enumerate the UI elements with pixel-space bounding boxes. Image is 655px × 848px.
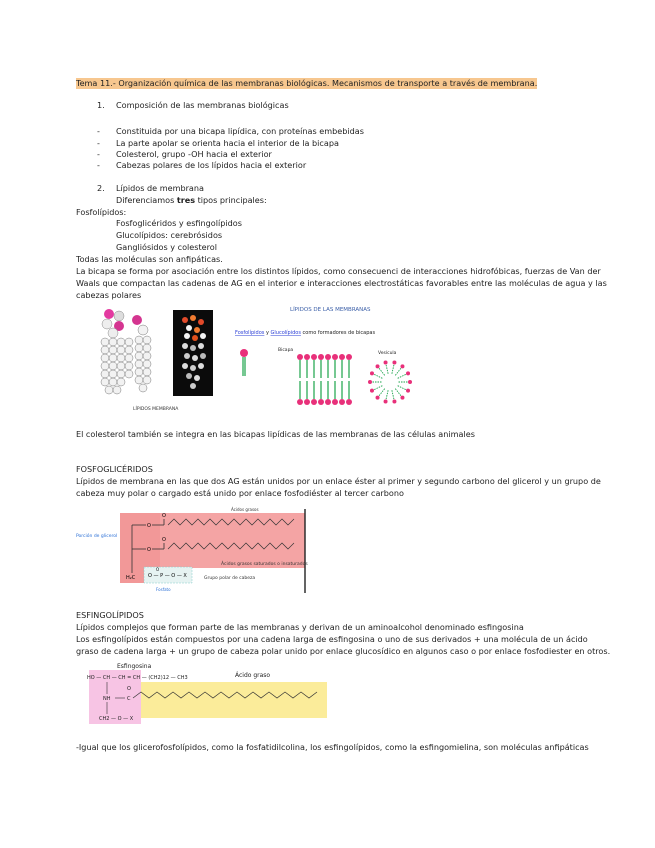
- lipid-type: Glucolípidos: cerebrósidos: [116, 230, 223, 240]
- lipid-head: [318, 354, 324, 360]
- lipid-head: [346, 354, 352, 360]
- section-number: 2.: [97, 183, 105, 193]
- lipid-head: [297, 354, 303, 360]
- esfingolipidos-paragraph: graso de cadena larga + un grupo de cabeza polar unido por enlace glucosídico en algunos caso o por enlace fosfodiester en otros.: [76, 646, 611, 656]
- fosfolipidos-label: Fosfolípidos:: [76, 207, 127, 217]
- vesicle-head: [370, 389, 374, 393]
- lipid-head: [311, 354, 317, 360]
- vesicle-head: [384, 399, 388, 403]
- section-heading-esfingolipidos: ESFINGOLÍPIDOS: [76, 610, 144, 620]
- lipid-models-figure: [93, 302, 223, 416]
- vesicle-head: [392, 361, 396, 365]
- acidos-grasos-label: Ácidos grasos: [231, 507, 259, 512]
- vesicle-head: [376, 364, 380, 368]
- vesicle-head: [376, 396, 380, 400]
- bilayer-vesicle-figure: [230, 302, 415, 417]
- bullet-item: Constituida por una bicapa lipídica, con proteínas embebidas: [116, 126, 364, 136]
- amphipathic-note: Todas las moléculas son anfipáticas.: [76, 254, 223, 264]
- lipid-head: [325, 354, 331, 360]
- lipid-head: [304, 354, 310, 360]
- bullet-item: La parte apolar se orienta hacia el interior de la bicapa: [116, 138, 339, 148]
- fosfato-label: Fosfato: [156, 587, 171, 592]
- section-heading-fosfogliceridos: FOSFOGLICÉRIDOS: [76, 464, 153, 474]
- fosfoglicerido-figure: [76, 505, 311, 595]
- bullet-marker: -: [97, 138, 100, 148]
- ch2-label: CH2 — O — X: [99, 716, 134, 722]
- fosfogliceridos-paragraph: cabeza muy polar o cargado está unido por enlace fosfodiéster al tercer carbono: [76, 488, 404, 498]
- figure-title: LÍPIDOS DE LAS MEMBRANAS: [290, 307, 371, 313]
- bicapa-label: Bicapa: [278, 348, 294, 353]
- section-heading: Lípidos de membrana: [116, 183, 204, 193]
- lipid-head: [297, 399, 303, 405]
- colesterol-note: El colesterol también se integra en las bicapas lipídicas de las membranas de las células animales: [76, 429, 475, 439]
- vesicle-head: [400, 364, 404, 368]
- lipid-head: [346, 399, 352, 405]
- bullet-marker: -: [97, 126, 100, 136]
- lipid-head: [332, 354, 338, 360]
- section-number: 1.: [97, 100, 105, 110]
- acido-graso-label: Ácido graso: [235, 672, 271, 679]
- lipid-head: [304, 399, 310, 405]
- models-caption: LÍPIDOS MEMBRANA: [133, 407, 179, 412]
- o-label: O: [127, 686, 131, 692]
- section-heading: Composición de las membranas biológicas: [116, 100, 289, 110]
- lipid-head: [332, 399, 338, 405]
- svg-text:O: O: [156, 567, 160, 572]
- vesicle-head: [400, 396, 404, 400]
- bullet-marker: -: [97, 160, 100, 170]
- svg-text:O: O: [162, 537, 166, 543]
- lipid-type: Gangliósidos y colesterol: [116, 242, 218, 252]
- saturados-label: Ácidos grasos saturados o insaturados: [221, 562, 308, 567]
- acido-graso-region: [141, 682, 327, 718]
- fosfogliceridos-paragraph: Lípidos de membrana en las que dos AG están unidos por un enlace éster al primer y segundo carbono del glicerol y un grupo de: [76, 476, 601, 486]
- bullet-item: Cabezas polares de los lípidos hacia el exterior: [116, 160, 307, 170]
- vesicle-head: [406, 371, 410, 375]
- vesicle-head: [368, 380, 372, 384]
- esfingosina-chain: HO — CH — CH = CH — (CH2)12 — CH3: [87, 675, 188, 681]
- glicerol-label: Porción de glicerol: [76, 534, 118, 539]
- vesicle-head: [406, 389, 410, 393]
- figure-caption: Fosfolípidos y Glucolípidos como formadores de bicapas: [235, 330, 376, 336]
- lipid-head: [318, 399, 324, 405]
- page-title: Tema 11.- Organización química de las membranas biológicas. Mecanismos de transporte a través de membrana.: [76, 78, 538, 88]
- svg-text:H₂C: H₂C: [126, 575, 136, 581]
- vesicle-head: [408, 380, 412, 384]
- esfingolipidos-paragraph: Los esfingolípidos están compuestos por una cadena larga de esfingosina o uno de sus derivados + una molécula de un ácido: [76, 634, 588, 644]
- lipid-head: [311, 399, 317, 405]
- footer-note: -Igual que los glicerofosfolípidos, como la fosfatidilcolina, los esfingolípidos, como la esfingomielina, son moléculas anfipáticas: [76, 742, 589, 752]
- bilayer-diagram: [297, 354, 352, 405]
- vesicula-label: Vesícula: [378, 351, 397, 356]
- vesicle-head: [392, 399, 396, 403]
- svg-text:O: O: [162, 513, 166, 519]
- bullet-marker: -: [97, 149, 100, 159]
- esfingolipido-figure: [85, 660, 330, 726]
- lipid-head: [325, 399, 331, 405]
- lipid-head: [339, 399, 345, 405]
- bilayer-paragraph: La bicapa se forma por asociación entre los distintos lípidos, como consecuenci de interacciones hidrofóbicas, fuerzas de Van der: [76, 266, 601, 276]
- bilayer-paragraph: Waals que compactan las cadenas de AG en el interior e interacciones electrostáticas favorables entre las moléculas de agua y las: [76, 278, 607, 288]
- esfingosina-label: Esfingosina: [117, 663, 152, 670]
- c-label: C: [127, 696, 131, 702]
- esfingolipidos-paragraph: Lípidos complejos que forman parte de las membranas y derivan de un aminoalcohol denominado esfingosina: [76, 622, 524, 632]
- bilayer-paragraph: cabezas polares: [76, 290, 142, 300]
- bullet-item: Colesterol, grupo -OH hacia el exterior: [116, 149, 272, 159]
- single-lipid-icon: [240, 349, 248, 376]
- grupo-polar-label: Grupo polar de cabeza: [204, 576, 256, 581]
- lipid-head: [339, 354, 345, 360]
- space-filling-model: [101, 309, 151, 394]
- section-intro: Diferenciamos tres tipos principales:: [116, 195, 267, 205]
- vesicle-head: [384, 361, 388, 365]
- vesicle-diagram: [368, 361, 412, 404]
- svg-text:O: O: [147, 547, 151, 553]
- svg-text:O: O: [147, 523, 151, 529]
- vesicle-head: [370, 371, 374, 375]
- nh-label: NH: [103, 696, 111, 702]
- svg-text:O — P — O — X: O — P — O — X: [148, 573, 187, 579]
- lipid-type: Fosfoglicéridos y esfingolípidos: [116, 218, 242, 228]
